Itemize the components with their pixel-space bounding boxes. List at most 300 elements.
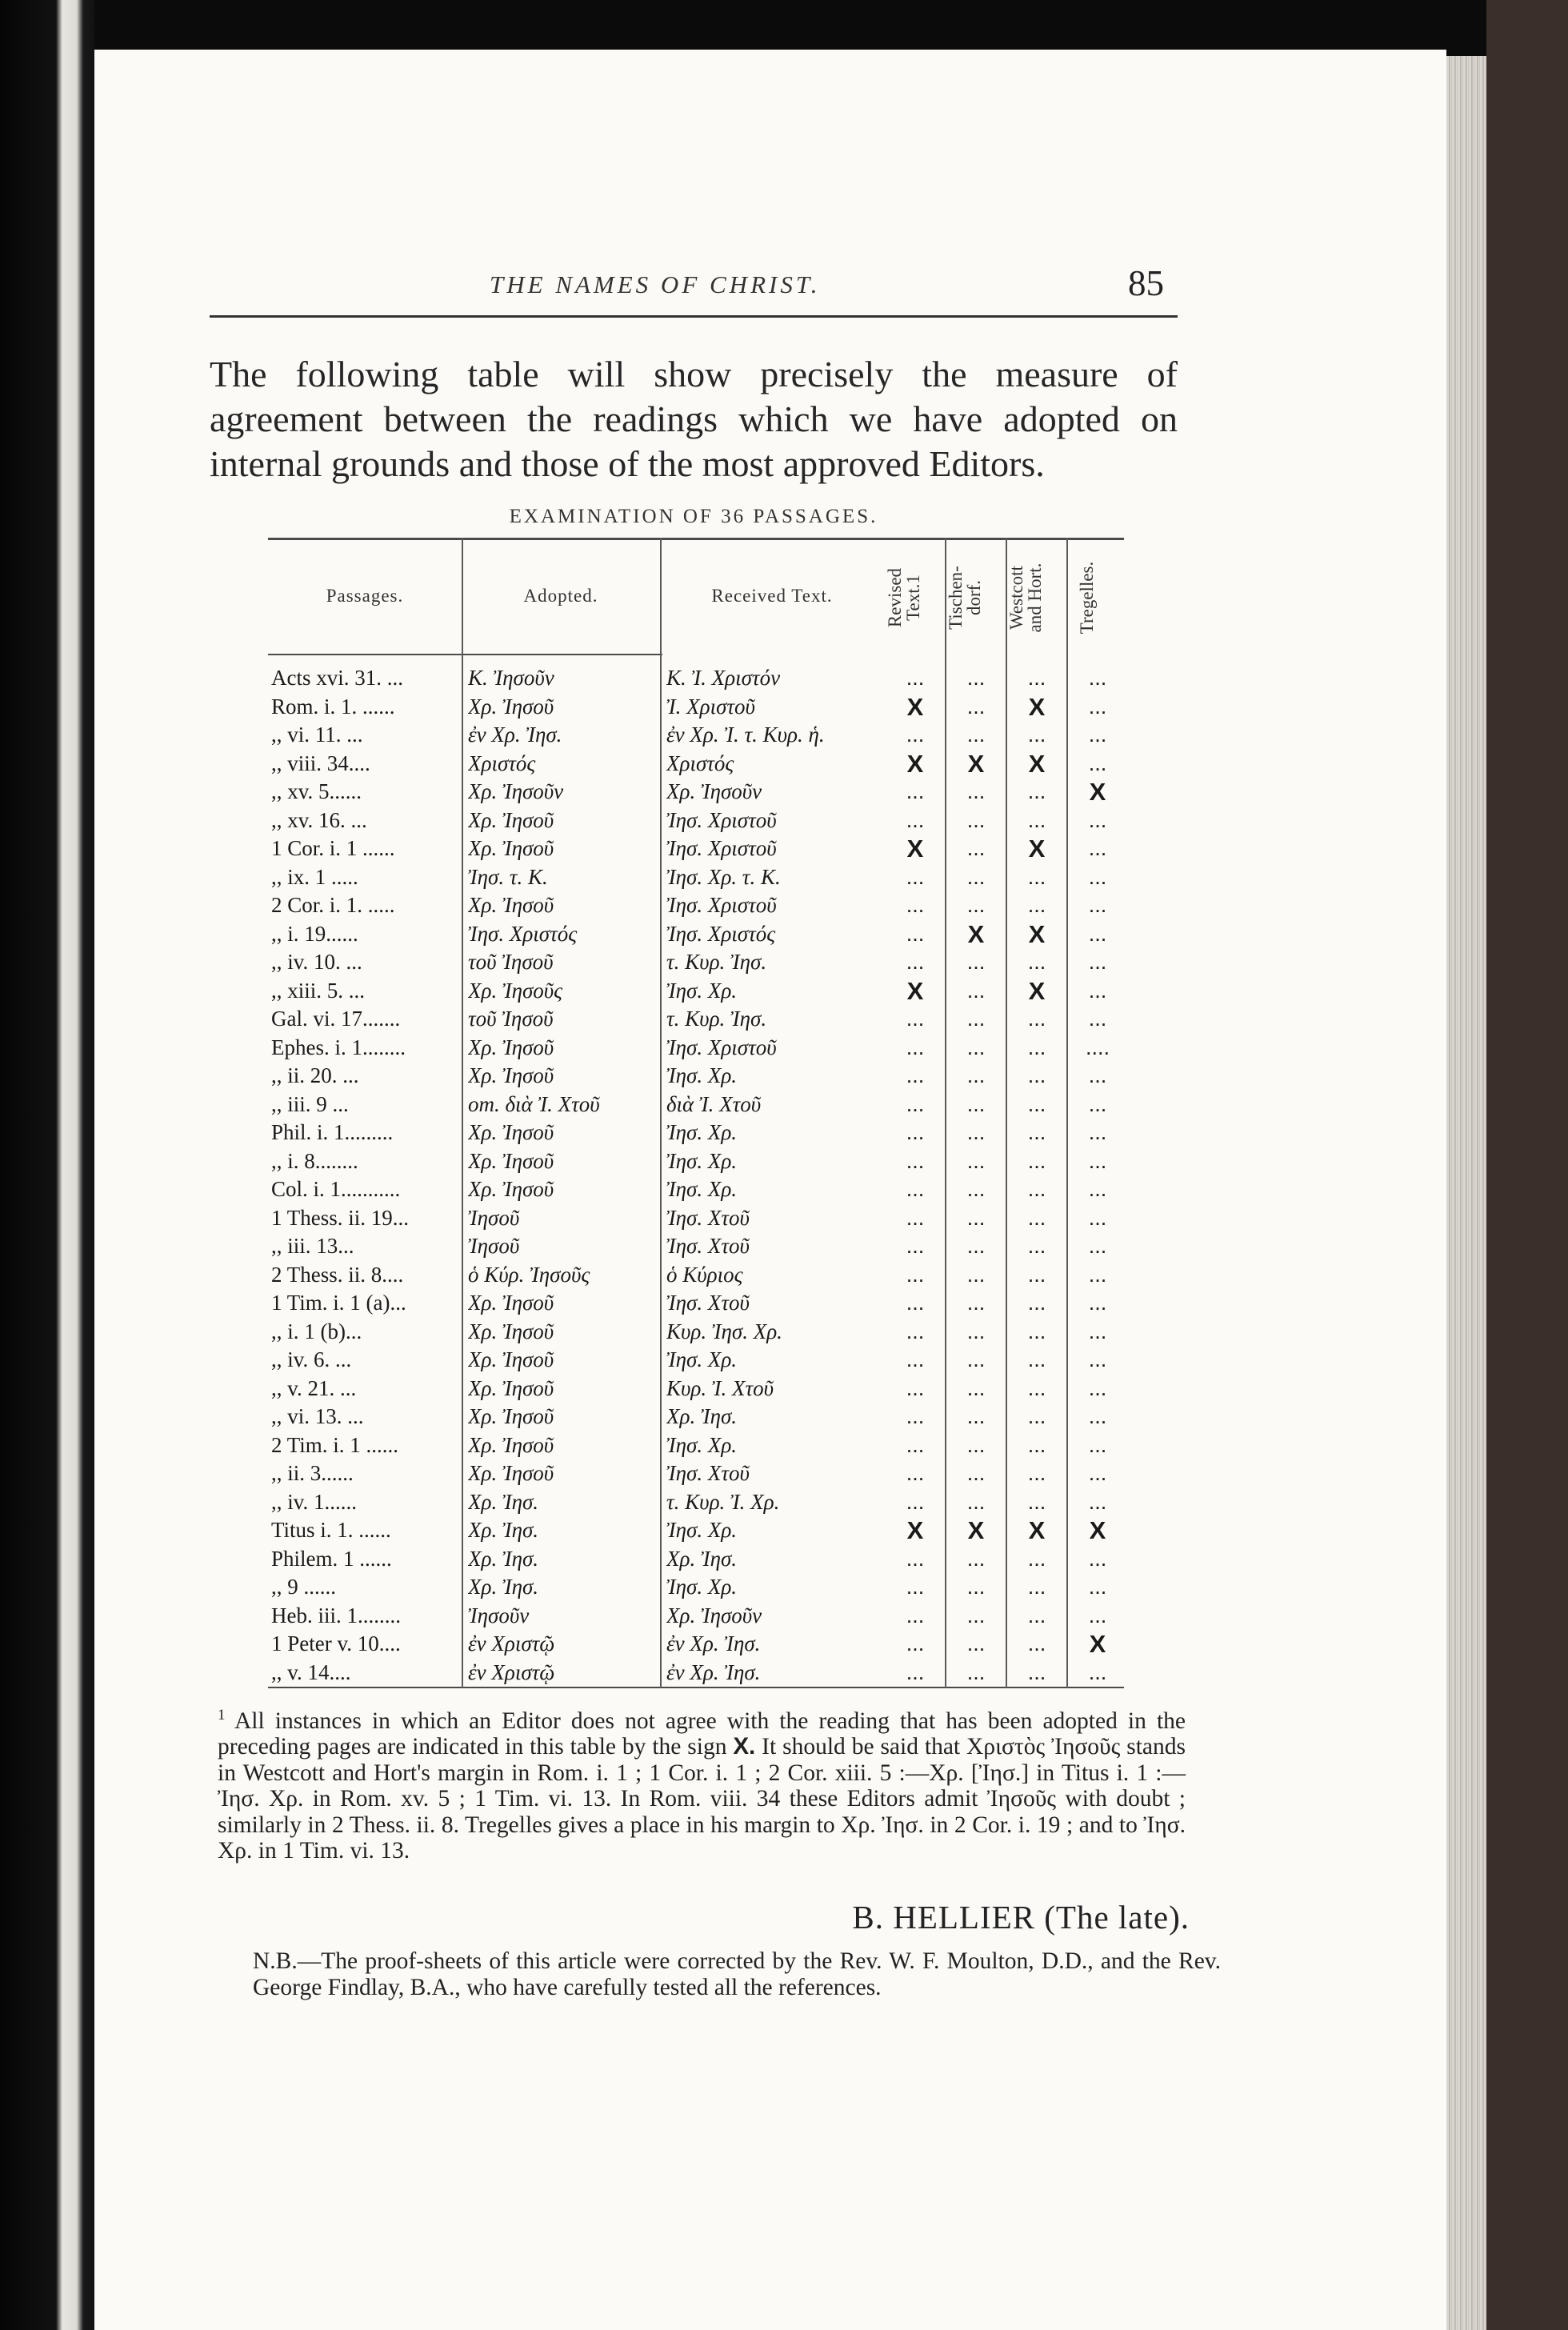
- intro-line: The following table will show precisely the measure of: [210, 354, 1178, 394]
- adopted-cell: Χρ. Ἰησοῦ: [468, 1035, 554, 1059]
- passage-cell: ,, iv. 1......: [271, 1489, 357, 1514]
- tischendorf-cell: ...: [966, 1148, 986, 1173]
- tischendorf-cell: X: [967, 1516, 985, 1544]
- passage-cell: ,, xiii. 5. ...: [271, 978, 366, 1003]
- revised-cell: ...: [906, 1461, 925, 1485]
- revised-cell: ...: [906, 1091, 925, 1116]
- book-cover-right: [1486, 0, 1568, 2330]
- revised-cell: ...: [906, 723, 925, 747]
- westcott-hort-cell: ...: [1027, 893, 1046, 917]
- tischendorf-cell: ...: [966, 1546, 986, 1571]
- passage-cell: Phil. i. 1.........: [271, 1120, 394, 1144]
- table-row: [268, 891, 1124, 920]
- tregelles-cell: ...: [1088, 666, 1107, 690]
- tischendorf-cell: ...: [966, 950, 986, 974]
- tischendorf-cell: ...: [966, 1063, 986, 1087]
- tischendorf-cell: ...: [966, 1120, 986, 1144]
- received-cell: Κ. Ἰ. Χριστόν: [666, 666, 781, 690]
- header-revised-line2: Text.1: [903, 574, 923, 621]
- received-cell: ἐν Χρ. Ἰησ.: [666, 1631, 761, 1655]
- revised-cell: ...: [906, 807, 925, 832]
- received-cell: διὰ Ἰ. Χτοῦ: [666, 1091, 762, 1116]
- table-row: [268, 1602, 1124, 1631]
- tregelles-cell: ...: [1088, 1063, 1107, 1087]
- tregelles-cell: X: [1089, 1516, 1106, 1544]
- revised-cell: ...: [906, 1177, 925, 1201]
- tregelles-cell: ...: [1088, 978, 1107, 1003]
- adopted-cell: ἐν Χριστῷ: [468, 1659, 555, 1684]
- adopted-cell: Ἰησοῦ: [468, 1205, 520, 1230]
- passages-table: [268, 538, 1124, 1688]
- received-cell: Ἰησ. Χρ.: [666, 1518, 738, 1542]
- passage-cell: ,, i. 19......: [271, 921, 358, 946]
- table-row: [268, 1403, 1124, 1431]
- revised-cell: ...: [906, 779, 925, 803]
- revised-cell: ...: [906, 1063, 925, 1087]
- tregelles-cell: ...: [1088, 1461, 1107, 1485]
- received-cell: Ἰησ. Χτοῦ: [666, 1461, 750, 1485]
- tregelles-cell: ...: [1088, 1177, 1107, 1201]
- tischendorf-cell: ...: [966, 1035, 986, 1059]
- tischendorf-cell: ...: [966, 836, 986, 860]
- received-cell: τ. Κυρ. Ἰ. Χρ.: [666, 1489, 780, 1514]
- received-cell: Ἰησ. Χρ.: [666, 1063, 738, 1087]
- header-wh-line1: Westcott: [1006, 566, 1026, 630]
- passage-cell: ,, iv. 6. ...: [271, 1347, 352, 1371]
- adopted-cell: Χρ. Ἰησοῦ: [468, 1375, 554, 1400]
- passage-cell: 1 Peter v. 10....: [271, 1631, 401, 1655]
- revised-cell: ...: [906, 1347, 925, 1371]
- adopted-cell: Χρ. Ἰησοῦ: [468, 836, 554, 860]
- author-signature: B. HELLIER (The late).: [852, 1899, 1190, 1936]
- tregelles-cell: X: [1089, 778, 1106, 806]
- tregelles-cell: ...: [1088, 836, 1107, 860]
- adopted-cell: Ἰησ. τ. Κ.: [468, 864, 548, 889]
- tregelles-cell: ...: [1088, 1546, 1107, 1571]
- table-row: [268, 835, 1124, 863]
- revised-cell: ...: [906, 950, 925, 974]
- table-row: [268, 948, 1124, 977]
- westcott-hort-cell: ...: [1027, 1347, 1046, 1371]
- adopted-cell: Χρ. Ἰησ.: [468, 1489, 539, 1514]
- tregelles-cell: ...: [1088, 864, 1107, 889]
- passage-cell: Philem. 1 ......: [271, 1546, 392, 1571]
- tischendorf-cell: ...: [966, 1659, 986, 1684]
- table-row: [268, 1005, 1124, 1034]
- tregelles-cell: ...: [1088, 1205, 1107, 1230]
- adopted-cell: om. διὰ Ἰ. Χτοῦ: [468, 1091, 600, 1116]
- adopted-cell: Ἰησοῦν: [468, 1603, 530, 1627]
- passage-cell: ,, ii. 3......: [271, 1461, 354, 1485]
- table-row: [268, 807, 1124, 835]
- adopted-cell: Χρ. Ἰησοῦ: [468, 694, 554, 719]
- westcott-hort-cell: ...: [1027, 807, 1046, 832]
- westcott-hort-cell: ...: [1027, 1375, 1046, 1400]
- adopted-cell: Χρ. Ἰησοῦ: [468, 1347, 554, 1371]
- westcott-hort-cell: ...: [1027, 1007, 1046, 1031]
- table-row: [268, 1516, 1124, 1545]
- table-row: [268, 1204, 1124, 1233]
- passage-cell: Col. i. 1...........: [271, 1177, 401, 1201]
- westcott-hort-cell: X: [1028, 749, 1046, 778]
- table-row: [268, 977, 1124, 1006]
- header-revised-line1: Revised: [885, 567, 905, 628]
- received-cell: Ἰησ. Χρ.: [666, 1177, 738, 1201]
- tischendorf-cell: ...: [966, 1603, 986, 1627]
- passage-cell: ,, v. 21. ...: [271, 1375, 357, 1400]
- intro-line: internal grounds and those of the most approved Editors.: [210, 443, 1045, 484]
- page-edges: [1446, 56, 1486, 2330]
- header-adopted: Adopted.: [523, 586, 598, 606]
- table-row: [268, 1119, 1124, 1147]
- tischendorf-cell: ...: [966, 1177, 986, 1201]
- passage-cell: Gal. vi. 17.......: [271, 1007, 401, 1031]
- table-header-rule: [268, 654, 662, 655]
- header-rule: [210, 315, 1178, 318]
- tregelles-cell: ...: [1088, 1375, 1107, 1400]
- page-number: 85: [1128, 263, 1164, 303]
- westcott-hort-cell: ...: [1027, 1603, 1046, 1627]
- revised-cell: ...: [906, 1262, 925, 1287]
- adopted-cell: τοῦ Ἰησοῦ: [468, 950, 554, 974]
- passage-cell: ,, iii. 13...: [271, 1234, 354, 1258]
- passage-cell: ,, 9 ......: [271, 1575, 336, 1599]
- adopted-cell: Χρ. Ἰησοῦς: [468, 978, 563, 1003]
- revised-cell: ...: [906, 1035, 925, 1059]
- adopted-cell: Χριστός: [468, 751, 536, 775]
- revised-cell: ...: [906, 666, 925, 690]
- running-title: THE NAMES OF CHRIST.: [490, 270, 821, 298]
- westcott-hort-cell: ...: [1027, 1461, 1046, 1485]
- received-cell: Ἰησ. Χρ.: [666, 1120, 738, 1144]
- tischendorf-cell: ...: [966, 1205, 986, 1230]
- westcott-hort-cell: ...: [1027, 1148, 1046, 1173]
- intro-paragraph: [210, 352, 1178, 486]
- tregelles-cell: X: [1089, 1630, 1106, 1658]
- received-cell: Ἰησ. Χτοῦ: [666, 1234, 750, 1258]
- passage-cell: Rom. i. 1. ......: [271, 694, 395, 719]
- received-cell: Χρ. Ἰησοῦν: [666, 779, 762, 803]
- revised-cell: ...: [906, 921, 925, 946]
- table-row: [268, 664, 1124, 693]
- table-row: [268, 1034, 1124, 1063]
- passage-cell: Heb. iii. 1........: [271, 1603, 401, 1627]
- received-cell: Ἰησ. Χριστοῦ: [666, 893, 777, 917]
- westcott-hort-cell: ...: [1027, 779, 1046, 803]
- adopted-cell: ἐν Χριστῷ: [468, 1631, 555, 1655]
- adopted-cell: Χρ. Ἰησοῦ: [468, 1177, 554, 1201]
- tischendorf-cell: ...: [966, 1319, 986, 1343]
- tregelles-cell: ...: [1088, 950, 1107, 974]
- received-cell: Κυρ. Ἰησ. Χρ.: [666, 1319, 782, 1343]
- westcott-hort-cell: ...: [1027, 1489, 1046, 1514]
- tischendorf-cell: ...: [966, 1007, 986, 1031]
- received-cell: Ἰησ. Χρ.: [666, 1148, 738, 1173]
- table-row: [268, 750, 1124, 779]
- passage-cell: ,, vi. 13. ...: [271, 1404, 364, 1428]
- table-row: [268, 1545, 1124, 1574]
- table-row: [268, 863, 1124, 892]
- received-cell: Ἰησ. Χτοῦ: [666, 1205, 750, 1230]
- adopted-cell: Χρ. Ἰησοῦ: [468, 893, 554, 917]
- tischendorf-cell: ...: [966, 1461, 986, 1485]
- received-cell: Ἰησ. Χτοῦ: [666, 1291, 750, 1315]
- revised-cell: X: [906, 1516, 924, 1544]
- westcott-hort-cell: ...: [1027, 1659, 1046, 1684]
- received-cell: Ἰησ. Χριστοῦ: [666, 1035, 777, 1059]
- adopted-cell: Ἰησ. Χριστός: [468, 921, 578, 946]
- passage-cell: ,, i. 1 (b)...: [271, 1319, 362, 1343]
- received-cell: Χρ. Ἰησ.: [666, 1404, 738, 1428]
- tregelles-cell: ...: [1088, 1120, 1107, 1144]
- westcott-hort-cell: ...: [1027, 723, 1046, 747]
- westcott-hort-cell: ...: [1027, 666, 1046, 690]
- table-row: [268, 1659, 1124, 1687]
- revised-cell: ...: [906, 1432, 925, 1457]
- adopted-cell: Χρ. Ἰησοῦ: [468, 1404, 554, 1428]
- table-row: [268, 1062, 1124, 1091]
- received-cell: Ἰ. Χριστοῦ: [666, 694, 755, 719]
- westcott-hort-cell: ...: [1027, 1432, 1046, 1457]
- revised-cell: X: [906, 976, 924, 1005]
- tischendorf-cell: ...: [966, 1262, 986, 1287]
- header-tischendorf: [946, 546, 983, 650]
- tregelles-cell: ...: [1088, 1291, 1107, 1315]
- tregelles-cell: ...: [1088, 1148, 1107, 1173]
- revised-cell: ...: [906, 1148, 925, 1173]
- header-received-text: Received Text.: [711, 586, 833, 606]
- westcott-hort-cell: ...: [1027, 1404, 1046, 1428]
- tischendorf-cell: X: [967, 919, 985, 948]
- passage-cell: 2 Thess. ii. 8....: [271, 1262, 404, 1287]
- table-row: [268, 1630, 1124, 1659]
- tischendorf-cell: ...: [966, 1631, 986, 1655]
- passage-cell: 2 Tim. i. 1 ......: [271, 1432, 399, 1457]
- tregelles-cell: ...: [1088, 1575, 1107, 1599]
- adopted-cell: Χρ. Ἰησοῦ: [468, 1432, 554, 1457]
- header-treg-line: Tregelles.: [1077, 561, 1097, 635]
- table-row: [268, 693, 1124, 722]
- header-tisch-line1: Tischen-: [946, 566, 966, 630]
- tregelles-cell: ...: [1088, 807, 1107, 832]
- tischendorf-cell: ...: [966, 1575, 986, 1599]
- revised-cell: ...: [906, 1489, 925, 1514]
- table-top-rule: [268, 538, 1124, 540]
- table-row: [268, 1459, 1124, 1488]
- received-cell: Ἰησ. Χρ.: [666, 1432, 738, 1457]
- received-cell: Ἰησ. Χρ.: [666, 1347, 738, 1371]
- tischendorf-cell: ...: [966, 1432, 986, 1457]
- westcott-hort-cell: X: [1028, 692, 1046, 721]
- table-row: [268, 1346, 1124, 1375]
- adopted-cell: Χρ. Ἰησοῦ: [468, 1319, 554, 1343]
- westcott-hort-cell: ...: [1027, 950, 1046, 974]
- table-row: [268, 1289, 1124, 1318]
- tischendorf-cell: ...: [966, 694, 986, 719]
- received-cell: Κυρ. Ἰ. Χτοῦ: [666, 1375, 774, 1400]
- received-cell: Ἰησ. Χρ.: [666, 978, 738, 1003]
- westcott-hort-cell: X: [1028, 919, 1046, 948]
- adopted-cell: ἐν Χρ. Ἰησ.: [468, 723, 562, 747]
- passage-cell: 2 Cor. i. 1. .....: [271, 893, 395, 917]
- adopted-cell: ὁ Κύρ. Ἰησοῦς: [468, 1262, 590, 1287]
- received-cell: Ἰησ. Χριστός: [666, 921, 776, 946]
- revised-cell: ...: [906, 1234, 925, 1258]
- header-tregelles: [1078, 546, 1096, 650]
- table-row: [268, 1488, 1124, 1517]
- footnote-text-2: It should be said that Χριστὸς Ἰησοῦς stands in Westcott and Hort's margin in Rom. i. 1 ; 1 Cor. i. 1 ; 2 Cor. xiii. 5 :—Χρ. [Ἰησ.] in Titus i. 1 :—Ἰησ. Χρ. in Rom. xv. 5 ; 1 Tim. vi. 13. In Rom. viii. 34 these Editors admit Ἰησοῦς with doubt ; similarly in 2 Thess. ii. 8. Tregelles gives a place in his margin to Χρ. Ἰησ. in 2 Cor. i. 19 ; and to Ἰησ. Χρ. in 1 Tim. vi. 13.: [218, 1734, 1186, 1864]
- table-row: [268, 1573, 1124, 1602]
- received-cell: Ἰησ. Χρ.: [666, 1575, 738, 1599]
- revised-cell: ...: [906, 1404, 925, 1428]
- tischendorf-cell: X: [967, 749, 985, 778]
- tischendorf-cell: ...: [966, 1234, 986, 1258]
- footnote-x-sign: X.: [733, 1733, 756, 1760]
- westcott-hort-cell: ...: [1027, 1631, 1046, 1655]
- received-cell: Ἰησ. Χριστοῦ: [666, 807, 777, 832]
- adopted-cell: Χρ. Ἰησοῦ: [468, 1063, 554, 1087]
- tregelles-cell: ...: [1088, 1404, 1107, 1428]
- westcott-hort-cell: ...: [1027, 1319, 1046, 1343]
- tregelles-cell: ...: [1088, 1347, 1107, 1371]
- revised-cell: X: [906, 749, 924, 778]
- westcott-hort-cell: ...: [1027, 1575, 1046, 1599]
- nb-note: N.B.—The proof-sheets of this article were corrected by the Rev. W. F. Moulton, D.D., and the Rev. George Findlay, B.A., who have carefully tested all the references.: [253, 1948, 1221, 2000]
- westcott-hort-cell: ...: [1027, 1063, 1046, 1087]
- table-row: [268, 1431, 1124, 1460]
- book-spine-left: [0, 0, 94, 2330]
- passage-cell: ,, ii. 20. ...: [271, 1063, 359, 1087]
- revised-cell: X: [906, 692, 924, 721]
- table-row: [268, 1147, 1124, 1176]
- tischendorf-cell: ...: [966, 666, 986, 690]
- westcott-hort-cell: ...: [1027, 1177, 1046, 1201]
- revised-cell: ...: [906, 1631, 925, 1655]
- adopted-cell: Χρ. Ἰησοῦ: [468, 1291, 554, 1315]
- tregelles-cell: ...: [1088, 921, 1107, 946]
- header-wh-line2: and Hort.: [1025, 562, 1045, 633]
- footnote-mark: 1: [218, 1707, 226, 1723]
- westcott-hort-cell: ...: [1027, 1262, 1046, 1287]
- westcott-hort-cell: X: [1028, 1516, 1046, 1544]
- adopted-cell: Χρ. Ἰησοῦ: [468, 1120, 554, 1144]
- passage-cell: Ephes. i. 1........: [271, 1035, 406, 1059]
- received-cell: Χρ. Ἰησοῦν: [666, 1603, 762, 1627]
- westcott-hort-cell: X: [1028, 835, 1046, 863]
- tischendorf-cell: ...: [966, 1291, 986, 1315]
- tischendorf-cell: ...: [966, 1375, 986, 1400]
- revised-cell: ...: [906, 893, 925, 917]
- tischendorf-cell: ...: [966, 779, 986, 803]
- footnote-text-1: All instances in which an Editor does not agree with the reading that has been adopted in the preceding pages are indicated in this table by the sign: [218, 1707, 1186, 1760]
- tregelles-cell: ...: [1088, 1262, 1107, 1287]
- adopted-cell: Χρ. Ἰησ.: [468, 1518, 539, 1542]
- tregelles-cell: ...: [1088, 1007, 1107, 1031]
- adopted-cell: Χρ. Ἰησοῦ: [468, 1148, 554, 1173]
- table-row: [268, 1175, 1124, 1204]
- passage-cell: ,, vi. 11. ...: [271, 723, 363, 747]
- westcott-hort-cell: X: [1028, 976, 1046, 1005]
- tregelles-cell: ...: [1088, 694, 1107, 719]
- passage-cell: Titus i. 1. ......: [271, 1518, 391, 1542]
- received-cell: ἐν Χρ. Ἰ. τ. Κυρ. ἡ.: [666, 723, 825, 747]
- tregelles-cell: ...: [1088, 751, 1107, 775]
- tregelles-cell: ...: [1088, 1091, 1107, 1116]
- header-westcott-hort: [1007, 546, 1044, 650]
- adopted-cell: Χρ. Ἰησ.: [468, 1546, 539, 1571]
- received-cell: ἐν Χρ. Ἰησ.: [666, 1659, 761, 1684]
- revised-cell: ...: [906, 1007, 925, 1031]
- received-cell: τ. Κυρ. Ἰησ.: [666, 1007, 767, 1031]
- table-row: [268, 1261, 1124, 1290]
- revised-cell: ...: [906, 1319, 925, 1343]
- tischendorf-cell: ...: [966, 864, 986, 889]
- passage-cell: 1 Thess. ii. 19...: [271, 1205, 410, 1230]
- tregelles-cell: ...: [1088, 1432, 1107, 1457]
- westcott-hort-cell: ...: [1027, 1234, 1046, 1258]
- passage-cell: ,, xv. 5......: [271, 779, 362, 803]
- passage-cell: ,, v. 14....: [271, 1659, 351, 1684]
- tischendorf-cell: ...: [966, 807, 986, 832]
- tregelles-cell: ...: [1088, 1489, 1107, 1514]
- revised-cell: X: [906, 835, 924, 863]
- tregelles-cell: ....: [1085, 1035, 1110, 1059]
- page-header: [210, 264, 1178, 320]
- passage-cell: 1 Cor. i. 1 ......: [271, 836, 395, 860]
- westcott-hort-cell: ...: [1027, 1546, 1046, 1571]
- tischendorf-cell: ...: [966, 893, 986, 917]
- table-row: [268, 778, 1124, 807]
- revised-cell: ...: [906, 1375, 925, 1400]
- adopted-cell: Χρ. Ἰησοῦ: [468, 807, 554, 832]
- header-revised-text: [886, 546, 922, 650]
- passage-cell: ,, xv. 16. ...: [271, 807, 367, 832]
- table-row: [268, 1232, 1124, 1261]
- received-cell: Ἰησ. Χριστοῦ: [666, 836, 777, 860]
- table-body: [268, 664, 1124, 1687]
- tischendorf-cell: ...: [966, 1347, 986, 1371]
- westcott-hort-cell: ...: [1027, 864, 1046, 889]
- revised-cell: ...: [906, 864, 925, 889]
- footnote: [218, 1703, 1186, 1864]
- table-row: [268, 1375, 1124, 1403]
- revised-cell: ...: [906, 1120, 925, 1144]
- tischendorf-cell: ...: [966, 1489, 986, 1514]
- westcott-hort-cell: ...: [1027, 1035, 1046, 1059]
- westcott-hort-cell: ...: [1027, 1120, 1046, 1144]
- tregelles-cell: ...: [1088, 1319, 1107, 1343]
- revised-cell: ...: [906, 1205, 925, 1230]
- passage-cell: ,, i. 8........: [271, 1148, 358, 1173]
- adopted-cell: Χρ. Ἰησοῦ: [468, 1461, 554, 1485]
- tischendorf-cell: ...: [966, 978, 986, 1003]
- adopted-cell: τοῦ Ἰησοῦ: [468, 1007, 554, 1031]
- table-row: [268, 721, 1124, 750]
- revised-cell: ...: [906, 1291, 925, 1315]
- passage-cell: ,, ix. 1 .....: [271, 864, 358, 889]
- passage-cell: 1 Tim. i. 1 (a)...: [271, 1291, 406, 1315]
- intro-line: agreement between the readings which we have adopted on: [210, 398, 1178, 439]
- adopted-cell: Χρ. Ἰησ.: [468, 1575, 539, 1599]
- received-cell: Χρ. Ἰησ.: [666, 1546, 738, 1571]
- tischendorf-cell: ...: [966, 1091, 986, 1116]
- tregelles-cell: ...: [1088, 723, 1107, 747]
- tregelles-cell: ...: [1088, 1603, 1107, 1627]
- tregelles-cell: ...: [1088, 893, 1107, 917]
- header-tisch-line2: dorf.: [964, 579, 984, 616]
- passage-cell: Acts xvi. 31. ...: [271, 666, 403, 690]
- westcott-hort-cell: ...: [1027, 1205, 1046, 1230]
